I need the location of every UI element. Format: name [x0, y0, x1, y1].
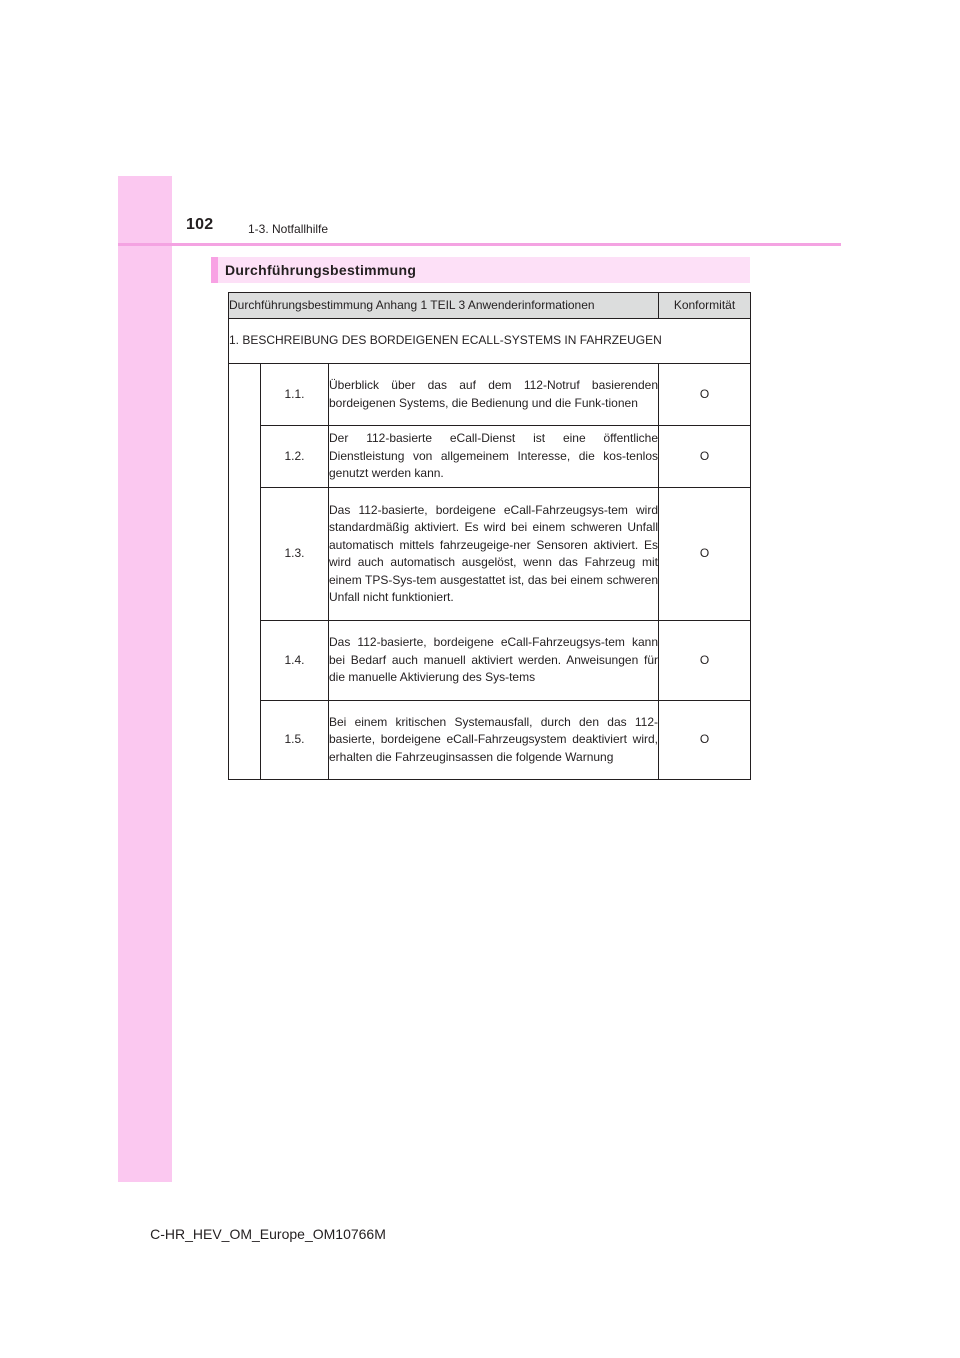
- row-number: 1.3.: [261, 488, 329, 621]
- row-text: Das 112-basierte, bordeigene eCall-Fahrzeugsys-tem wird standardmäßig aktiviert. Es wird bei einem schweren Unfall automatisch mittels fahrzeugeige-ner Sensoren aktiviert. Es wird auch automatisch ausgelöst, wenn das Fahrzeug mit einem TPS-Sys-tem ausgestattet ist, das bei einem schweren Unfall nicht funktioniert.: [329, 488, 659, 621]
- header-rule: [118, 243, 841, 246]
- header-conformity: Konformität: [659, 293, 751, 319]
- document-id: C-HR_HEV_OM_Europe_OM10766M: [150, 1226, 386, 1242]
- row-number: 1.1.: [261, 364, 329, 426]
- table-row: [229, 488, 751, 621]
- table-row: [229, 426, 751, 488]
- table-row: [229, 701, 751, 780]
- row-conformity-mark: O: [659, 488, 751, 621]
- row-conformity-mark: O: [659, 426, 751, 488]
- header-description: Durchführungsbestimmung Anhang 1 TEIL 3 Anwenderinformationen: [229, 293, 659, 319]
- row-text: Der 112-basierte eCall-Dienst ist eine öffentliche Dienstleistung von allgemeinem Interesse, die kos-tenlos genutzt werden kann.: [329, 426, 659, 488]
- chapter-title: 1-3. Notfallhilfe: [248, 222, 329, 236]
- section-accent-bar: [211, 257, 218, 283]
- indent-cell: [229, 364, 261, 780]
- section-row-heading: 1. BESCHREIBUNG DES BORDEIGENEN ECALL-SYSTEMS IN FAHRZEUGEN: [229, 319, 751, 364]
- section-title: Durchführungsbestimmung: [225, 262, 417, 278]
- row-text: Das 112-basierte, bordeigene eCall-Fahrzeugsys-tem kann bei Bedarf auch manuell aktiviert werden. Anweisungen für die manuelle Aktivierung des Sys-tems: [329, 621, 659, 701]
- section-row: [229, 319, 751, 364]
- row-number: 1.5.: [261, 701, 329, 780]
- row-text: Bei einem kritischen Systemausfall, durch den das 112-basierte, bordeigene eCall-Fahrzeugsystem deaktiviert wird, erhalten die Fahrzeuginsassen die folgende Warnung: [329, 701, 659, 780]
- conformity-table: [228, 292, 751, 780]
- row-conformity-mark: O: [659, 701, 751, 780]
- section-heading-box: [211, 257, 750, 283]
- row-number: 1.4.: [261, 621, 329, 701]
- row-conformity-mark: O: [659, 364, 751, 426]
- page-number: 102: [186, 216, 214, 233]
- side-color-band: [118, 176, 172, 1182]
- row-text: Überblick über das auf dem 112-Notruf basierenden bordeigenen Systems, die Bedienung und die Funk-tionen: [329, 364, 659, 426]
- table-header-row: [229, 293, 751, 319]
- table-row: [229, 621, 751, 701]
- row-number: 1.2.: [261, 426, 329, 488]
- table-row: [229, 364, 751, 426]
- row-conformity-mark: O: [659, 621, 751, 701]
